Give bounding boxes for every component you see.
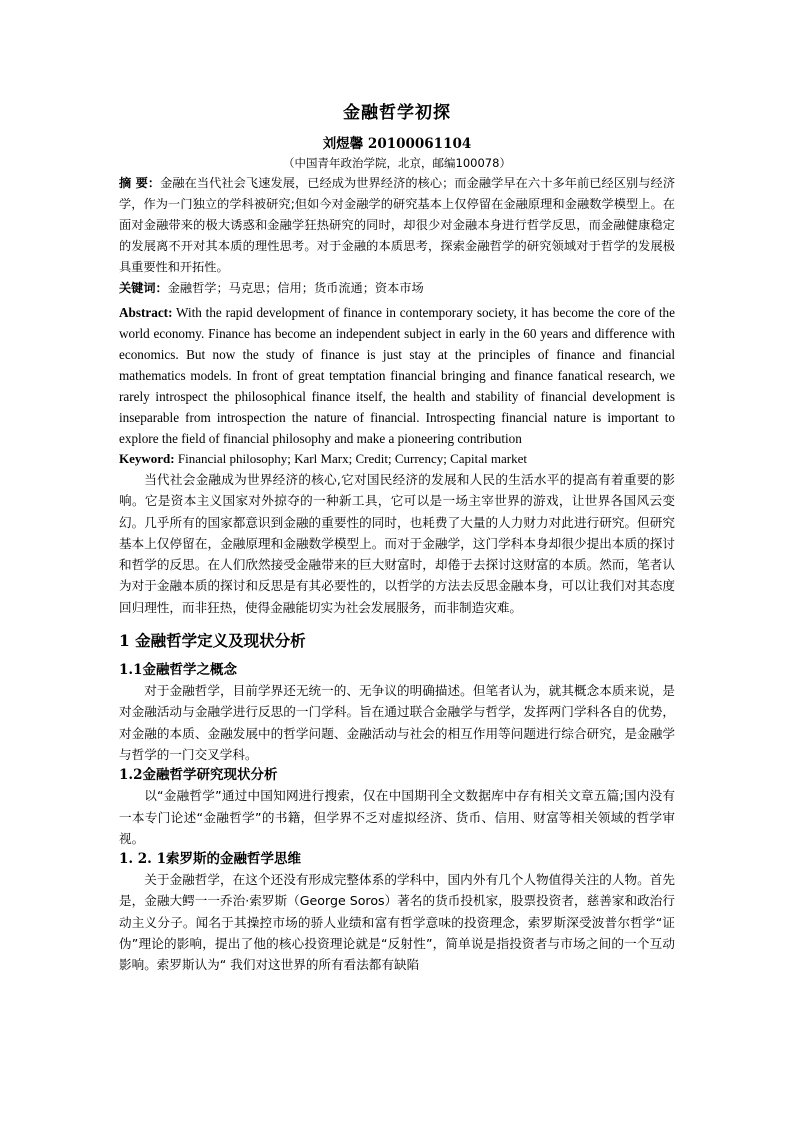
subsection-1-1-heading: 1.1金融哲学之概念 xyxy=(119,662,237,679)
subsection-1-2-paragraph: 以“金融哲学”通过中国知网进行搜索，仅在中国期刊全文数据库中存有相关文章五篇;国内没有一本专门论述“金融哲学”的书籍，但学界不乏对虚拟经济、货币、信用、财富等相关领域的哲学审视。 xyxy=(119,788,675,846)
abstract-cn xyxy=(119,173,675,278)
abstract-cn-text: 金融在当代社会飞速发展，已经成为世界经济的核心；而金融学早在六十多年前已经区别与经济学，作为一门独立的学科被研究;但如今对金融学的研究基本上仅停留在金融原理和金融数学模型上。在面对金融带来的极大诱惑和金融学狂热研究的同时，却很少对金融本身进行哲学反思，而金融健康稳定的发展离不开对其本质的理性思考。对于金融的本质思考，探索金融哲学的研究领域对于哲学的发展极具重要性和开拓性。 xyxy=(119,176,676,274)
intro-paragraph: 当代社会金融成为世界经济的核心,它对国民经济的发展和人民的生活水平的提高有着重要的影响。它是资本主义国家对外掠夺的一种新工具，它可以是一场主宰世界的游戏，让世界各国风云变幻。几乎所有的国家都意识到金融的重要性的同时，也耗费了大量的人力财力对此进行研究。但研究基本上仅停留在，金融原理和金融数学模型上。而对于金融学，这门学科本身却很少提出本质的探讨和哲学的反思。在人们欣然接受金融带来的巨大财富时，却倦于去探讨这财富的本质。然而，笔者认为对于金融本质的探讨和反思是有其必要性的，以哲学的方法去反思金融本身，可以让我们对其态度回归理性，而非狂热，使得金融能切实为社会发展服务，而非制造灾难。 xyxy=(119,472,675,615)
subsection-1-2-1-paragraph: 关于金融哲学，在这个还没有形成完整体系的学科中，国内外有几个人物值得关注的人物。首先是，金融大鳄一一乔治·索罗斯（George Soros）著名的货币投机家，股票投资者，慈善家和政治行动主义分子。闻名于其操控市场的骄人业绩和富有哲学意味的投资理念，索罗斯深受波普尔哲学“证伪”理论的影响，提出了他的核心投资理论就是“反射性”，简单说是指投资者与市场之间的一个互动影响。索罗斯认为“ 我们对这世界的所有看法都有缺陷 xyxy=(119,872,675,973)
subsection-1-2-1-heading: 1. 2. 1索罗斯的金融哲学思维 xyxy=(119,851,301,868)
subsection-1-2-heading: 1.2金融哲学研究现状分析 xyxy=(119,767,278,784)
keywords-cn-label: 关键词： xyxy=(119,281,168,295)
abstract-en-text: With the rapid development of finance in contemporary society, it has become the core of the world economy. Finance has become an independent subject in early in the 60 years and difference with economics. But now the study of finance is just stay at the principles of finance and financial mathematics models. In front of great temptation financial bringing and finance fanatical research, we rarely introspect the philosophical finance itself, the health and stability of financial development is inseparable from introspection the nature of financial. Introspecting financial nature is important to explore the field of financial philosophy and make a pioneering contribution xyxy=(119,305,675,446)
abstract-en xyxy=(119,302,675,449)
section-1-heading: 1 金融哲学定义及现状分析 xyxy=(119,631,306,651)
abstract-en-label: Abstract: xyxy=(119,305,173,320)
keywords-cn-text: 金融哲学；马克思；信用；货币流通；资本市场 xyxy=(167,281,424,295)
subsection-1-1-paragraph: 对于金融哲学，目前学界还无统一的、无争议的明确描述。但笔者认为，就其概念本质来说，是对金融活动与金融学进行反思的一门学科。旨在通过联合金融学与哲学，发挥两门学科各自的优势，对金融的本质、金融发展中的哲学问题、金融活动与社会的相互作用等问题进行综合研究，是金融学与哲学的一门交叉学科。 xyxy=(119,683,675,762)
author-line: 刘煜馨 20100061104 xyxy=(322,136,472,152)
affiliation: （中国青年政治学院，北京，邮编100078） xyxy=(283,156,511,170)
abstract-cn-label: 摘 要： xyxy=(119,176,161,190)
document-page xyxy=(119,100,675,976)
keywords-cn xyxy=(119,278,675,299)
keywords-en xyxy=(119,449,675,469)
paper-title: 金融哲学初探 xyxy=(343,103,451,123)
keywords-en-text: Financial philosophy; Karl Marx; Credit; Currency; Capital market xyxy=(174,451,527,466)
keywords-en-label: Keyword: xyxy=(119,451,175,466)
